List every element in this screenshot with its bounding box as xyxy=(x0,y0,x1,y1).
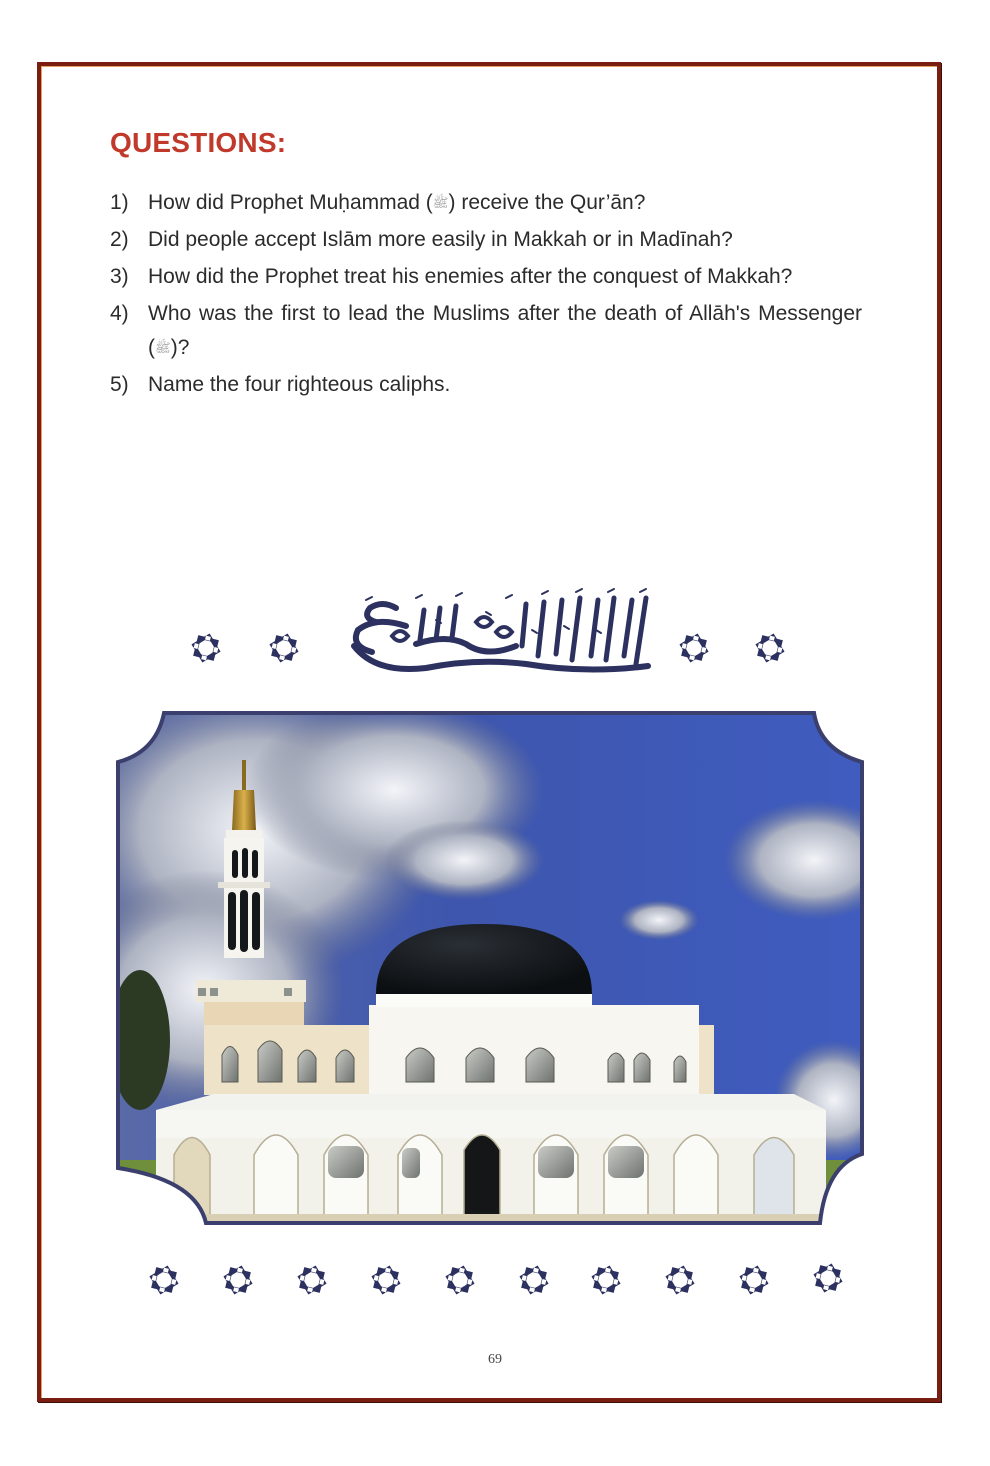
eight-point-star-icon xyxy=(266,630,302,666)
question-item xyxy=(110,368,862,402)
eight-point-star-icon xyxy=(588,1262,624,1298)
question-number: 3) xyxy=(110,265,129,288)
question-number: 1) xyxy=(110,191,129,214)
eight-point-star-icon xyxy=(294,1262,330,1298)
page-number: 69 xyxy=(488,1352,502,1367)
question-text: How did Prophet Muḥammad (ﷺ) receive the Qur’ān? xyxy=(148,191,646,214)
eight-point-star-icon xyxy=(752,630,788,666)
question-text: How did the Prophet treat his enemies after the conquest of Makkah? xyxy=(148,265,793,288)
eight-point-star-icon xyxy=(146,1262,182,1298)
question-number: 2) xyxy=(110,228,129,251)
ornament-row-bottom xyxy=(0,1262,990,1302)
eight-point-star-icon xyxy=(442,1262,478,1298)
question-text: Who was the first to lead the Muslims after the death of Allāh's Messenger (ﷺ)? xyxy=(148,302,862,359)
question-item xyxy=(110,186,862,220)
mosque-illustration xyxy=(114,710,866,1230)
eight-point-star-icon xyxy=(736,1262,772,1298)
eight-point-star-icon xyxy=(662,1262,698,1298)
eight-point-star-icon xyxy=(516,1262,552,1298)
eight-point-star-icon xyxy=(188,630,224,666)
shahada-calligraphy xyxy=(336,586,658,678)
question-item xyxy=(110,223,862,257)
questions-heading: QUESTIONS: xyxy=(110,127,287,158)
pbuh-symbol-icon: ﷺ xyxy=(155,340,171,355)
question-text: Did people accept Islām more easily in Makkah or in Madīnah? xyxy=(148,228,733,251)
eight-point-star-icon xyxy=(220,1262,256,1298)
pbuh-symbol-icon: ﷺ xyxy=(432,195,449,210)
eight-point-star-icon xyxy=(676,630,712,666)
question-item xyxy=(110,260,862,294)
question-number: 4) xyxy=(110,302,129,325)
question-number: 5) xyxy=(110,373,129,396)
questions-list xyxy=(110,186,862,405)
eight-point-star-icon xyxy=(810,1260,846,1296)
question-text: Name the four righteous caliphs. xyxy=(148,373,451,396)
eight-point-star-icon xyxy=(368,1262,404,1298)
question-item xyxy=(110,297,862,365)
